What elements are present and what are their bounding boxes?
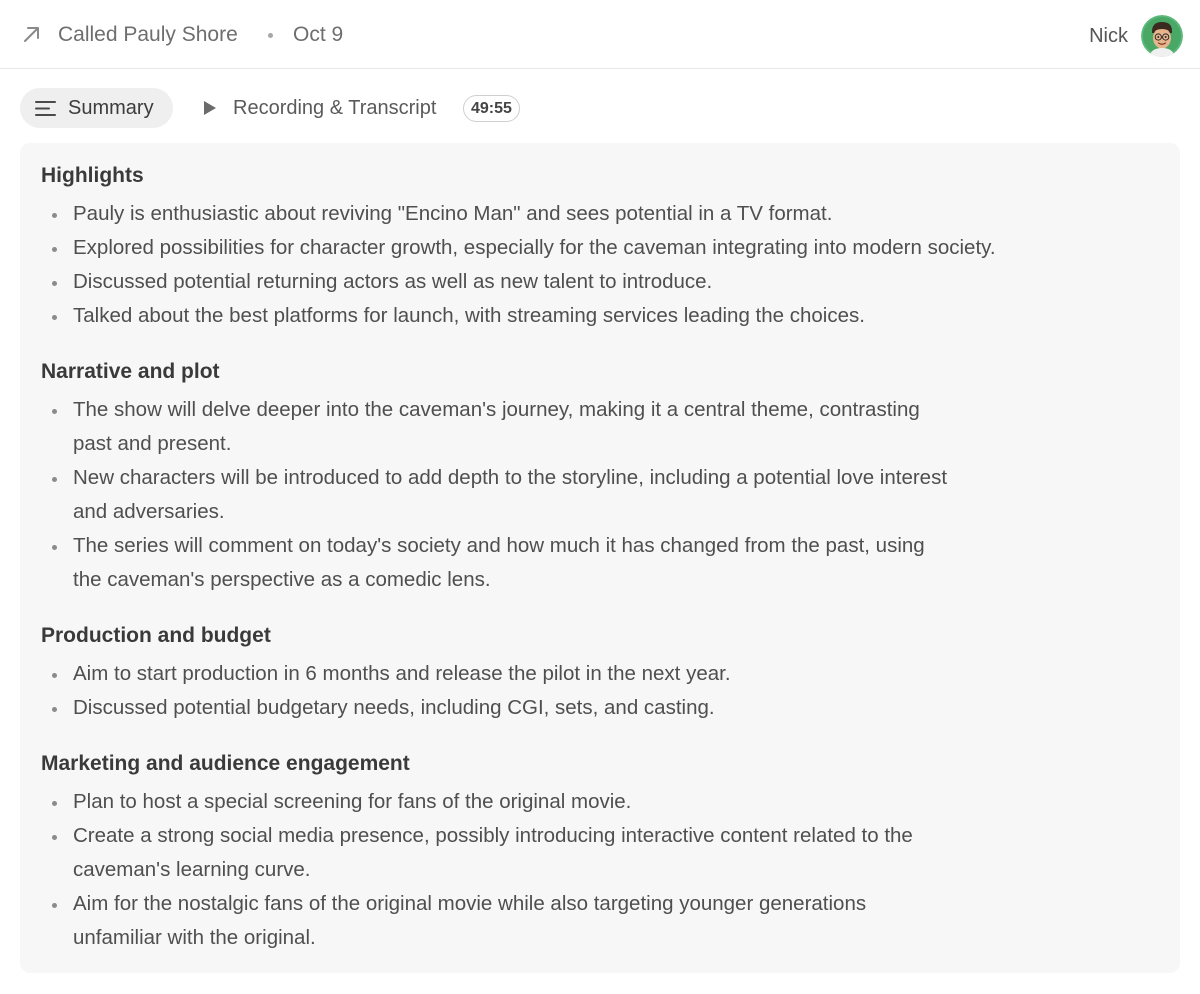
meeting-date: Oct 9 xyxy=(293,23,344,46)
lines-icon xyxy=(35,100,57,117)
section-heading: Production and budget xyxy=(41,624,271,647)
summary-panel xyxy=(20,143,1180,973)
list-item: Aim for the nostalgic fans of the original movie while also targeting younger generations unfamiliar with the original. xyxy=(73,892,867,949)
bullet-dot xyxy=(52,477,57,482)
list-item: Discussed potential budgetary needs, including CGI, sets, and casting. xyxy=(73,696,715,719)
tab-summary[interactable] xyxy=(20,88,173,128)
section-heading: Highlights xyxy=(41,164,144,187)
user-name: Nick xyxy=(1089,25,1128,47)
list-item: Create a strong social media presence, possibly introducing interactive content related to the caveman's learning curve. xyxy=(73,824,913,881)
tab-recording-label: Recording & Transcript xyxy=(233,97,437,119)
bullet-dot xyxy=(52,213,57,218)
arrow-up-right-icon[interactable] xyxy=(22,24,42,44)
list-item: Pauly is enthusiastic about reviving "Encino Man" and sees potential in a TV format. xyxy=(73,202,833,225)
bullet-dot xyxy=(52,315,57,320)
avatar[interactable] xyxy=(1141,15,1183,57)
list-item: Plan to host a special screening for fans of the original movie. xyxy=(73,790,632,813)
bullet-dot xyxy=(52,707,57,712)
bullet-dot xyxy=(52,247,57,252)
section-heading: Narrative and plot xyxy=(41,360,220,383)
list-item: Discussed potential returning actors as well as new talent to introduce. xyxy=(73,270,713,293)
list-item: Aim to start production in 6 months and release the pilot in the next year. xyxy=(73,662,731,685)
bullet-dot xyxy=(52,903,57,908)
bullet-dot xyxy=(52,281,57,286)
page-title: Called Pauly Shore xyxy=(58,23,238,46)
list-item: The series will comment on today's society and how much it has changed from the past, using the caveman's perspective as a comedic lens. xyxy=(73,534,925,591)
play-icon xyxy=(202,99,218,117)
tab-summary-label: Summary xyxy=(68,97,154,119)
bullet-dot xyxy=(52,835,57,840)
list-item: New characters will be introduced to add depth to the storyline, including a potential love interest and adversaries. xyxy=(73,466,948,523)
bullet-dot xyxy=(52,673,57,678)
duration-badge: 49:55 xyxy=(463,95,520,122)
bullet-dot xyxy=(52,545,57,550)
section-heading: Marketing and audience engagement xyxy=(41,752,410,775)
list-item: The show will delve deeper into the caveman's journey, making it a central theme, contrasting past and present. xyxy=(73,398,920,455)
tab-recording-transcript[interactable] xyxy=(192,88,537,128)
list-item: Explored possibilities for character growth, especially for the caveman integrating into modern society. xyxy=(73,236,996,259)
top-bar xyxy=(0,0,1200,69)
bullet-dot xyxy=(52,409,57,414)
separator-dot xyxy=(268,33,273,38)
list-item: Talked about the best platforms for launch, with streaming services leading the choices. xyxy=(73,304,865,327)
bullet-dot xyxy=(52,801,57,806)
